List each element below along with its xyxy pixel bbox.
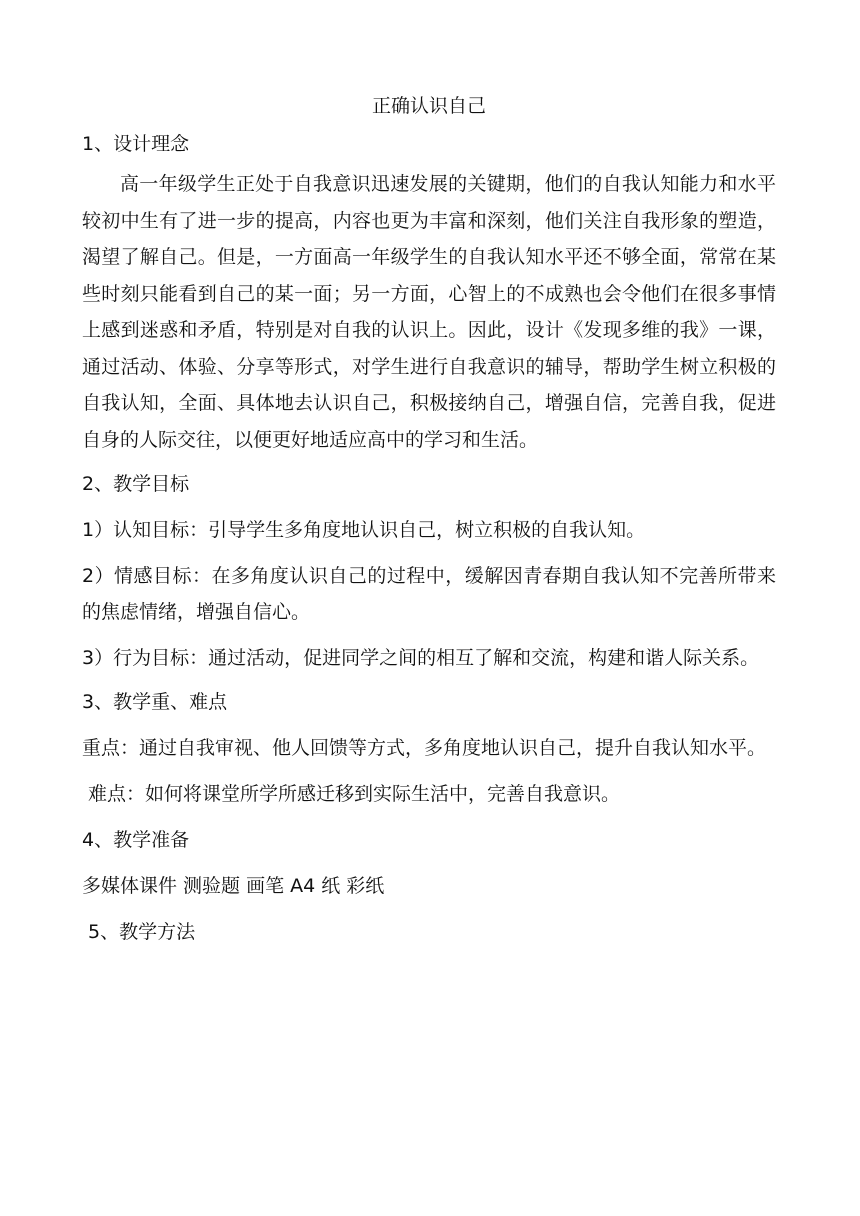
section-heading-methods: 5、教学方法 [82,921,196,943]
goal-item-cognitive: 1）认知目标：引导学生多角度地认识自己，树立积极的自我认知。 [82,519,646,541]
section-heading-design: 1、设计理念 [82,133,190,155]
section-heading-key-points: 3、教学重、难点 [82,691,228,713]
section-heading-goals: 2、教学目标 [82,473,190,495]
section-heading-preparation: 4、教学准备 [82,829,190,851]
goal-item-behavioral: 3）行为目标：通过活动，促进同学之间的相互了解和交流，构建和谐人际关系。 [82,647,760,669]
key-point-focus: 重点：通过自我审视、他人回馈等方式，多角度地认识自己，提升自我认知水平。 [82,737,767,759]
goal-item-emotional: 2）情感目标：在多角度认识自己的过程中，缓解因青春期自我认知不完善所带来的焦虑情绪，增强自信心。 [82,565,776,623]
document-body [82,88,776,950]
preparation-materials: 多媒体课件 测验题 画笔 A4 纸 彩纸 [82,875,385,897]
document-title: 正确认识自己 [371,95,486,117]
key-point-difficulty: 难点：如何将课堂所学所感迁移到实际生活中，完善自我意识。 [82,783,621,805]
design-paragraph: 高一年级学生正处于自我意识迅速发展的关键期，他们的自我认知能力和水平较初中生有了进一步的提高，内容也更为丰富和深刻，他们关注自我形象的塑造，渴望了解自己。但是，一方面高一年级学生的自我认知水平还不够全面，常常在某些时刻只能看到自己的某一面；另一方面，心智上的不成熟也会令他们在很多事情上感到迷惑和矛盾，特别是对自我的认识上。因此，设计《发现多维的我》一课，通过活动、体验、分享等形式，对学生进行自我意识的辅导，帮助学生树立积极的自我认知，全面、具体地去认识自己，积极接纳自己，增强自信，完善自我，促进自身的人际交往，以便更好地适应高中的学习和生活。 [82,173,776,451]
